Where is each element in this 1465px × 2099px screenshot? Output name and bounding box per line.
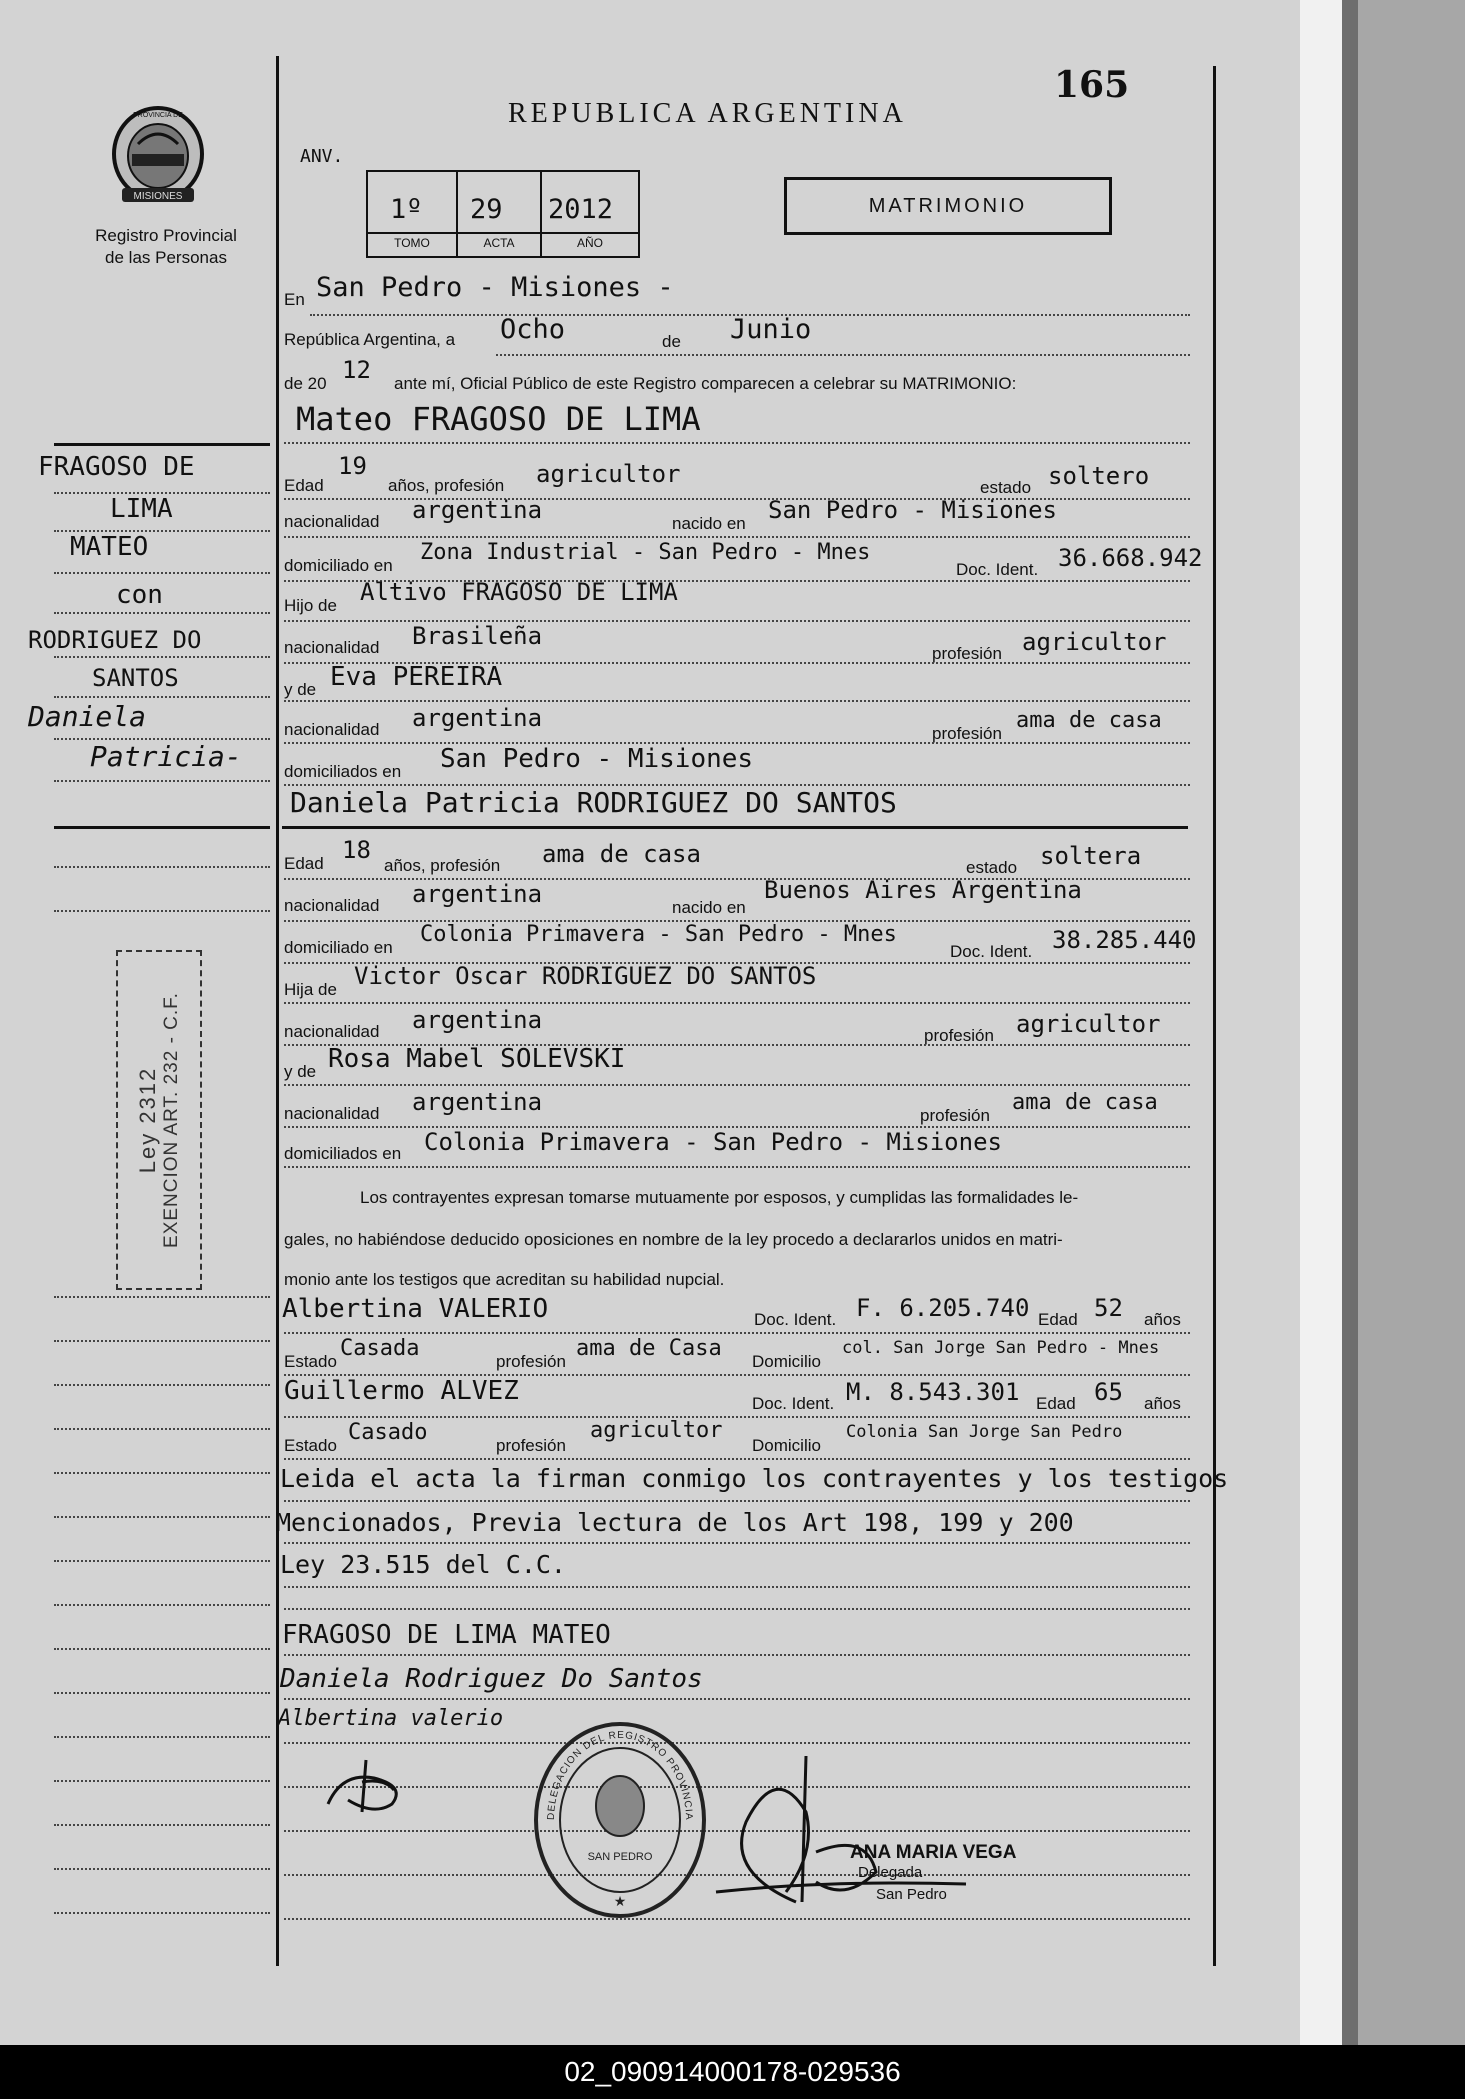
- sidebar-name-line4: con: [116, 580, 163, 610]
- bride-father-nac-value: argentina: [412, 1006, 543, 1034]
- groom-father-value: Altivo FRAGOSO DE LIMA: [360, 578, 678, 606]
- bride-nacido-value: Buenos Aires Argentina: [764, 876, 1082, 904]
- bride-father-prof-value: agricultor: [1016, 1010, 1161, 1038]
- bride-edad-label: Edad: [284, 854, 324, 873]
- dotted-line: [54, 1692, 270, 1694]
- bride-dom-label: domiciliado en: [284, 938, 393, 957]
- witness2-estado-label: Estado: [284, 1436, 337, 1455]
- dotted-line: [54, 866, 270, 868]
- groom-hijo-label: Hijo de: [284, 596, 337, 615]
- day-value: Ocho: [500, 314, 566, 345]
- witness2-doc-value: M. 8.543.301: [846, 1378, 1020, 1406]
- dotted-line: [284, 1542, 1190, 1544]
- groom-parents-dom-value: San Pedro - Misiones: [440, 744, 754, 774]
- witness1-prof-label: profesión: [496, 1352, 566, 1371]
- anio-label: AÑO: [576, 236, 603, 250]
- bride-edad-value: 18: [342, 836, 371, 864]
- dotted-line: [284, 1458, 1190, 1460]
- dotted-line: [284, 700, 1190, 702]
- registry-name-line1: Registro Provincial: [95, 226, 237, 245]
- groom-signature: FRAGOSO DE LIMA MATEO: [282, 1620, 611, 1650]
- dotted-line: [284, 442, 1190, 444]
- witness2-prof-value: agricultor: [590, 1418, 723, 1443]
- groom-father-prof-value: agricultor: [1022, 628, 1167, 656]
- month-value: Junio: [730, 314, 812, 345]
- witness1-prof-value: ama de Casa: [576, 1336, 722, 1361]
- groom-name: Mateo FRAGOSO DE LIMA: [296, 400, 701, 438]
- bride-estado-label: estado: [966, 858, 1018, 877]
- dotted-line: [54, 1560, 270, 1562]
- groom-dom-value: Zona Industrial - San Pedro - Mnes: [420, 540, 871, 565]
- witness1-edad-value: 52: [1094, 1294, 1123, 1322]
- witness2-domicilio-label: Domicilio: [752, 1436, 821, 1455]
- bride-doc-label: Doc. Ident.: [950, 942, 1033, 961]
- dotted-line: [54, 1296, 270, 1298]
- dotted-line: [496, 354, 1190, 356]
- dotted-line: [54, 1516, 270, 1518]
- dotted-line: [284, 1742, 1190, 1744]
- dotted-line: [284, 1084, 1190, 1086]
- declaration-line3: monio ante los testigos que acreditan su habilidad nupcial.: [284, 1270, 725, 1289]
- bride-profesion-value: ama de casa: [542, 840, 701, 868]
- groom-mother-nac-value: argentina: [412, 704, 543, 732]
- groom-dom-label: domiciliado en: [284, 556, 393, 575]
- officer-place: San Pedro: [876, 1886, 947, 1903]
- tomo-label: TOMO: [394, 236, 430, 250]
- witness1-doc-value: F. 6.205.740: [856, 1294, 1030, 1322]
- groom-doms-label: domiciliados en: [284, 762, 402, 781]
- closing-line1: Leida el acta la firman conmigo los contrayentes y los testigos: [280, 1464, 1229, 1493]
- sidebar-name-line2: LIMA: [110, 494, 173, 524]
- groom-estado-label: estado: [980, 478, 1032, 497]
- witness2-anos-label: años: [1144, 1394, 1181, 1413]
- dotted-line: [284, 1002, 1190, 1004]
- acta-label: ACTA: [483, 236, 515, 250]
- logo-arc-text: PROVINCIA DE: [133, 112, 183, 119]
- anv-annotation: ANV.: [300, 146, 344, 167]
- dotted-line: [284, 1166, 1190, 1168]
- exemption-stamp-line2: EXENCION ART. 232 - C.F.: [161, 992, 182, 1248]
- sidebar-name-line6: SANTOS: [92, 664, 179, 692]
- bride-father-value: Victor Oscar RODRIGUEZ DO SANTOS: [354, 962, 817, 990]
- de-label: de: [662, 332, 681, 351]
- statement-text: ante mí, Oficial Público de este Registro comparecen a celebrar su MATRIMONIO:: [394, 374, 1017, 393]
- bride-mother-nac-value: argentina: [412, 1088, 543, 1116]
- witness1-signature: Albertina valerio: [278, 1706, 504, 1731]
- right-margin-rule: [1213, 66, 1216, 1966]
- bride-dom-value: Colonia Primavera - San Pedro - Mnes: [420, 922, 897, 947]
- sidebar-name-line5: RODRIGUEZ DO: [28, 626, 202, 654]
- left-margin-rule: [276, 56, 279, 1966]
- bride-parents-dom-value: Colonia Primavera - San Pedro - Misiones: [424, 1128, 1002, 1156]
- witness2-edad-value: 65: [1094, 1378, 1123, 1406]
- box-label-rule: [366, 232, 640, 234]
- groom-mother-prof-label: profesión: [932, 724, 1002, 743]
- en-label: En: [284, 290, 305, 309]
- dotted-line: [54, 1340, 270, 1342]
- sidebar-name-line7: Daniela: [28, 700, 147, 733]
- dotted-line: [284, 1918, 1190, 1920]
- country-header: REPUBLICA ARGENTINA: [508, 98, 907, 129]
- seal-outer-text: DELEGACION DEL REGISTRO PROVINCIA: [545, 1729, 695, 1821]
- witness2-signature-mark: [322, 1752, 418, 1822]
- groom-nac-label: nacionalidad: [284, 512, 380, 531]
- book-binding-edge: [1300, 0, 1342, 2045]
- groom-mother-nac-label: nacionalidad: [284, 720, 380, 739]
- groom-nacido-value: San Pedro - Misiones: [768, 496, 1057, 524]
- acta-value: 29: [470, 194, 503, 225]
- background-right: [1358, 0, 1465, 2045]
- bride-doms-label: domiciliados en: [284, 1144, 402, 1163]
- bride-mother-prof-value: ama de casa: [1012, 1090, 1158, 1115]
- bride-signature: Daniela Rodriguez Do Santos: [280, 1664, 703, 1694]
- sidebar-top-rule: [54, 443, 270, 446]
- groom-bride-divider: [282, 826, 1188, 829]
- groom-father-prof-label: profesión: [932, 644, 1002, 663]
- dotted-line: [54, 656, 270, 658]
- witness2-doc-label: Doc. Ident.: [752, 1394, 835, 1413]
- seal-star: ★: [613, 1894, 627, 1910]
- dotted-line: [284, 1332, 1190, 1334]
- place-value: San Pedro - Misiones -: [316, 272, 674, 303]
- closing-line2: Mencionados, Previa lectura de los Art 198, 199 y 200: [276, 1508, 1074, 1537]
- coat-of-arms-logo: [108, 104, 208, 208]
- dotted-line: [54, 1648, 270, 1650]
- dotted-line: [54, 780, 270, 782]
- seal-inner-text: SAN PEDRO: [587, 1851, 653, 1863]
- bride-yde-label: y de: [284, 1062, 317, 1081]
- closing-line3: Ley 23.515 del C.C.: [280, 1550, 566, 1579]
- dotted-line: [54, 530, 270, 532]
- sidebar-mid-rule: [54, 826, 270, 829]
- witness2-estado-value: Casado: [348, 1420, 428, 1445]
- dotted-line: [54, 1736, 270, 1738]
- officer-title: Delegada: [858, 1864, 923, 1881]
- groom-edad-label: Edad: [284, 476, 324, 495]
- witness2-edad-label: Edad: [1036, 1394, 1076, 1413]
- bride-hija-label: Hija de: [284, 980, 337, 999]
- dotted-line: [54, 1868, 270, 1870]
- dotted-line: [54, 696, 270, 698]
- witness1-edad-label: Edad: [1038, 1310, 1078, 1329]
- groom-doc-value: 36.668.942: [1058, 544, 1203, 572]
- witness1-name: Albertina VALERIO: [282, 1294, 549, 1324]
- dotted-line: [54, 492, 270, 494]
- dotted-line: [284, 1500, 1190, 1502]
- dotted-line: [284, 1586, 1190, 1588]
- book-binding-shadow: [1342, 0, 1358, 2045]
- bride-anos-prof-label: años, profesión: [384, 856, 501, 875]
- registry-seal: [530, 1720, 710, 1920]
- dotted-line: [54, 1912, 270, 1914]
- bride-name: Daniela Patricia RODRIGUEZ DO SANTOS: [290, 786, 897, 819]
- groom-profesion-value: agricultor: [536, 460, 681, 488]
- witness2-name: Guillermo ALVEZ: [284, 1376, 519, 1406]
- page-number: 165: [1054, 64, 1130, 106]
- exemption-stamp-line1: Ley 2312: [135, 1066, 160, 1174]
- groom-estado-value: soltero: [1048, 462, 1150, 490]
- witness1-doc-label: Doc. Ident.: [754, 1310, 837, 1329]
- groom-mother-prof-value: ama de casa: [1016, 708, 1162, 733]
- dotted-line: [54, 1428, 270, 1430]
- groom-edad-value: 19: [338, 452, 367, 480]
- dotted-line: [284, 1654, 1190, 1656]
- bride-father-prof-label: profesión: [924, 1026, 994, 1045]
- bride-mother-value: Rosa Mabel SOLEVSKI: [328, 1044, 626, 1074]
- dotted-line: [54, 612, 270, 614]
- sidebar-name-line8: Patricia-: [90, 740, 242, 773]
- bride-nac-label: nacionalidad: [284, 896, 380, 915]
- witness1-estado-label: Estado: [284, 1352, 337, 1371]
- witness1-domicilio-value: col. San Jorge San Pedro - Mnes: [842, 1338, 1160, 1358]
- bride-estado-value: soltera: [1040, 842, 1142, 870]
- dotted-line: [54, 738, 270, 740]
- anio-value: 2012: [548, 194, 614, 225]
- document-type-box: MATRIMONIO: [784, 177, 1112, 235]
- dotted-line: [54, 1780, 270, 1782]
- groom-doc-label: Doc. Ident.: [956, 560, 1039, 579]
- officer-name: ANA MARIA VEGA: [850, 1842, 1017, 1863]
- logo-banner-text: MISIONES: [133, 191, 183, 202]
- dotted-line: [54, 1824, 270, 1826]
- groom-yde-label: y de: [284, 680, 317, 699]
- dotted-line: [284, 536, 1190, 538]
- groom-nacido-label: nacido en: [672, 514, 746, 533]
- bride-nacido-label: nacido en: [672, 898, 746, 917]
- witness1-estado-value: Casada: [340, 1336, 420, 1361]
- year-value: 12: [342, 356, 371, 384]
- groom-father-nac-label: nacionalidad: [284, 638, 380, 657]
- exemption-stamp: [116, 950, 202, 1290]
- year-prefix: de 20: [284, 374, 327, 393]
- groom-father-nac-value: Brasileña: [412, 622, 543, 650]
- tomo-value: 1º: [390, 194, 423, 225]
- file-name-footer: 02_090914000178-029536: [0, 2045, 1465, 2099]
- bride-mother-prof-label: profesión: [920, 1106, 990, 1125]
- bride-doc-value: 38.285.440: [1052, 926, 1197, 954]
- republica-label: República Argentina, a: [284, 330, 456, 349]
- groom-mother-value: Eva PEREIRA: [330, 662, 503, 692]
- registry-name-line2: de las Personas: [105, 248, 227, 267]
- dotted-line: [284, 1608, 1190, 1610]
- groom-nac-value: argentina: [412, 496, 543, 524]
- bride-nac-value: argentina: [412, 880, 543, 908]
- sidebar-name-line1: FRAGOSO DE: [38, 452, 195, 482]
- declaration-line2: gales, no habiéndose deducido oposiciones en nombre de la ley procedo a declararlos unidos en matri-: [284, 1230, 1063, 1249]
- dotted-line: [54, 1384, 270, 1386]
- witness2-domicilio-value: Colonia San Jorge San Pedro: [846, 1422, 1123, 1442]
- bride-father-nac-label: nacionalidad: [284, 1022, 380, 1041]
- dotted-line: [54, 572, 270, 574]
- witness2-prof-label: profesión: [496, 1436, 566, 1455]
- dotted-line: [54, 1472, 270, 1474]
- dotted-line: [284, 1416, 1190, 1418]
- dotted-line: [54, 910, 270, 912]
- sidebar-name-line3: MATEO: [70, 532, 149, 562]
- groom-anos-prof-label: años, profesión: [388, 476, 505, 495]
- witness1-anos-label: años: [1144, 1310, 1181, 1329]
- declaration-line1: Los contrayentes expresan tomarse mutuamente por esposos, y cumplidas las formalidades le-: [360, 1188, 1079, 1207]
- dotted-line: [54, 1604, 270, 1606]
- bride-mother-nac-label: nacionalidad: [284, 1104, 380, 1123]
- dotted-line: [284, 1698, 1190, 1700]
- witness1-domicilio-label: Domicilio: [752, 1352, 821, 1371]
